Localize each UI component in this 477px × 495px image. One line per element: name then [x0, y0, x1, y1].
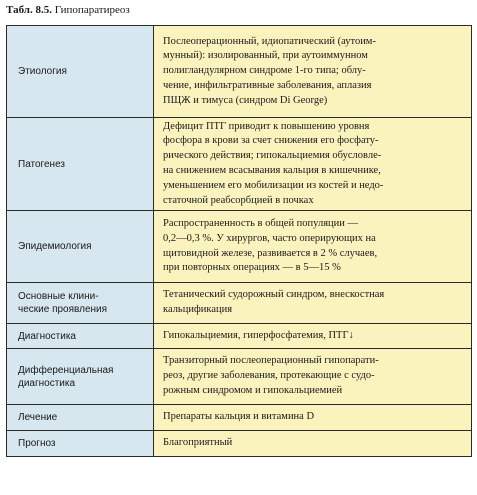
table-number: Табл. 8.5. [6, 4, 52, 16]
row-value-line: Тетанический судорожный синдром, внескостная [163, 289, 385, 301]
hypoparathyroidism-table [6, 25, 472, 457]
row-value-cell [154, 349, 472, 405]
row-label-cell [7, 431, 154, 457]
row-value-line: ПЩЖ и тимуса (синдром Di George) [163, 94, 328, 106]
row-value-line: уменьшением его мобилизации из костей и недо- [163, 179, 384, 191]
row-value-line: Благоприятный [163, 437, 233, 449]
table-row [7, 349, 472, 405]
table-row [7, 324, 472, 349]
row-label-cell [7, 118, 154, 211]
row-value-line: рического действия; гипокальциемия обусловле- [163, 150, 382, 162]
row-label-cell [7, 324, 154, 349]
row-label: ческие проявления [18, 304, 108, 315]
table-row [7, 211, 472, 283]
row-value-line: реоз, другие заболевания, протекающие с судо- [163, 370, 375, 382]
row-value-cell [154, 118, 472, 211]
row-value-line: Транзиторный послеоперационный гипопарати- [163, 355, 379, 367]
row-value-cell [154, 211, 472, 283]
row-value-cell [154, 26, 472, 118]
row-label: Прогноз [18, 438, 56, 449]
row-value-cell [154, 405, 472, 431]
row-value-line: полигландулярном синдроме 1-го типа; облу- [163, 65, 366, 77]
row-value-line: Препараты кальция и витамина D [163, 411, 315, 423]
row-value-cell [154, 283, 472, 324]
row-value-line: 0,2—0,3 %. У хирургов, часто оперирующих на [163, 232, 376, 244]
row-value-line: Распространенность в общей популяции — [163, 217, 359, 229]
row-label: Этиология [18, 66, 67, 77]
table-caption [6, 4, 130, 17]
row-value-line: кальцификация [163, 304, 233, 315]
row-value-line: щитовидной железе, развивается в 2 % случаев, [163, 247, 378, 259]
row-value-line: мунный): изолированный, при аутоиммунном [163, 50, 368, 62]
row-value-line: при повторных операциях — в 5—15 % [163, 262, 341, 274]
row-value-line: на снижением всасывания кальция в кишечнике, [163, 165, 381, 176]
row-label: диагностика [18, 377, 76, 389]
table-row [7, 118, 472, 211]
row-value-line: Гипокальциемия, гиперфосфатемия, ПТГ↓ [163, 329, 354, 341]
row-value-line: Дефицит ПТГ приводит к повышению уровня [163, 120, 370, 132]
row-label-cell [7, 211, 154, 283]
table-row [7, 405, 472, 431]
row-value-line: Послеоперационный, идиопатический (аутоим- [163, 35, 376, 47]
row-label: Основные клини- [18, 291, 99, 302]
row-value-line: статочной реабсорбцией в почках [163, 194, 314, 206]
row-value-cell [154, 324, 472, 349]
row-label-cell [7, 26, 154, 118]
row-label: Патогенез [18, 158, 65, 170]
table-row [7, 283, 472, 324]
row-value-cell [154, 431, 472, 457]
row-label-cell [7, 405, 154, 431]
table-title: Гипопаратиреоз [54, 4, 130, 16]
row-label: Диагностика [18, 330, 76, 342]
row-value-line: фосфора в крови за счет снижения его фосфату- [163, 135, 379, 147]
table-body [7, 26, 472, 457]
row-label: Лечение [18, 412, 58, 423]
row-label-cell [7, 283, 154, 324]
table-row [7, 26, 472, 118]
row-label-cell [7, 349, 154, 405]
row-value-line: рожным синдромом и гипокальциемией [163, 384, 343, 396]
table-row [7, 431, 472, 457]
row-label: Дифференциальная [18, 364, 114, 376]
row-label: Эпидемиология [18, 241, 92, 252]
row-value-line: чение, инфильтративные заболевания, аплазия [163, 79, 372, 91]
